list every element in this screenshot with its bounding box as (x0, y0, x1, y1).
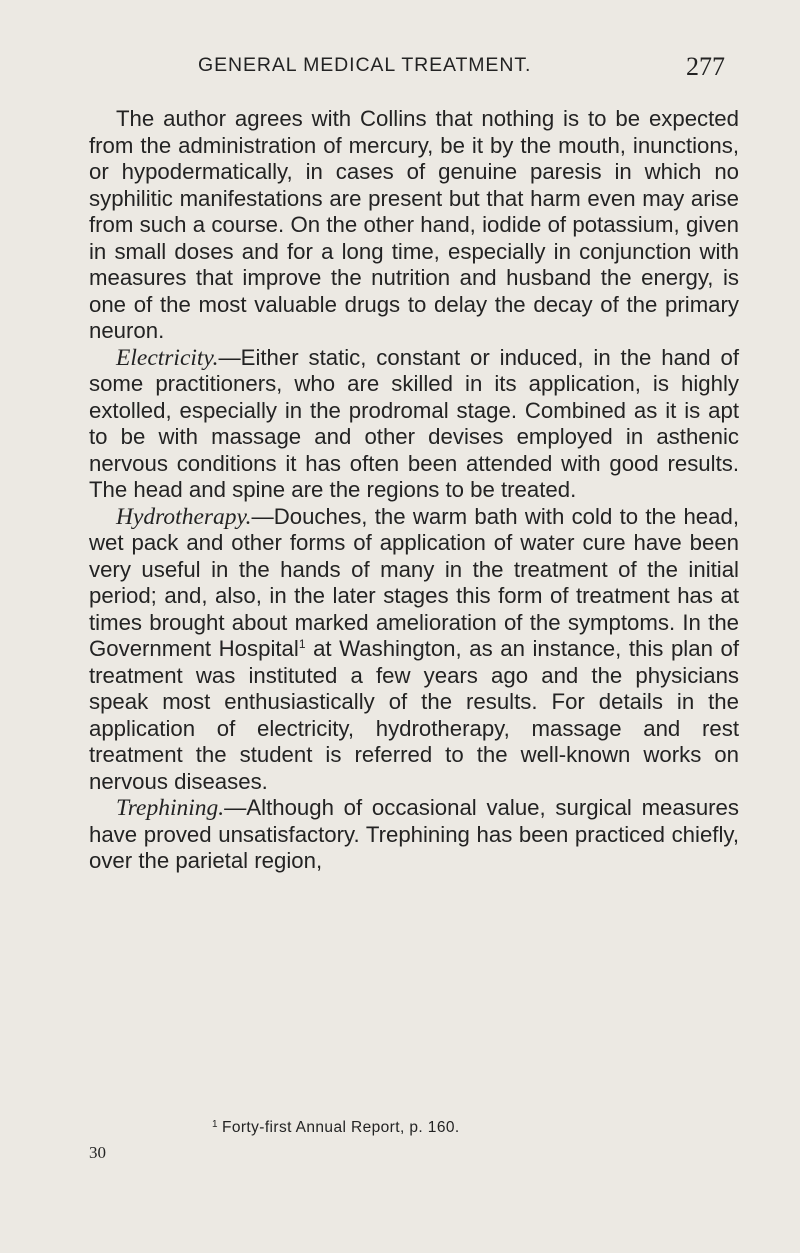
paragraph-hydrotherapy (89, 504, 739, 796)
section-heading-hydrotherapy: Hydrotherapy. (116, 503, 252, 530)
body-text (89, 106, 739, 875)
footnote (212, 1119, 460, 1137)
paragraph-electricity (89, 345, 739, 504)
paragraph-text: —Douches, the warm bath with cold to the head, wet pack and other forms of application of water cure have been very useful in the hands of many in the treatment of the initial period; and, also, in the later stages this form of treatment has at times brought about marked amelioration of the symptoms. In the Government Hospital (89, 503, 739, 661)
paragraph-text: at Washington, as an instance, this plan of treatment was instituted a few years ago and the physicians speak most enthusiastically of the results. For details in the application of electricity, hydrotherapy, massage and rest treatment the student is referred to the well-known works on nervous diseases. (89, 636, 739, 794)
paragraph-text: —Although of occasional value, surgical measures have proved unsatisfactory. Trephining has been practiced chiefly, over the parietal region, (89, 795, 739, 873)
page-number: 277 (686, 52, 725, 81)
section-heading-electricity: Electricity. (116, 344, 219, 371)
paragraph-collins (89, 106, 739, 345)
footnote-mark: 1 (212, 1119, 218, 1130)
footnote-reference: 1 (298, 637, 306, 651)
paragraph-text: The author agrees with Collins that nothing is to be expected from the administration of mercury, be it by the mouth, inunctions, or hypodermatically, in cases of genuine paresis in which no syphilitic manifestations are present but that harm even may arise from such a course. On the other hand, iodide of potassium, given in small doses and for a long time, especially in conjunction with measures that improve the nutrition and husband the energy, is one of the most valuable drugs to delay the decay of the primary neuron. (89, 106, 739, 343)
section-heading-trephining: Trephining. (116, 795, 225, 821)
footnote-text: Forty-first Annual Report, p. 160. (221, 1119, 460, 1136)
running-head: GENERAL MEDICAL TREATMENT. (198, 54, 532, 76)
signature-mark: 30 (89, 1143, 106, 1162)
paragraph-trephining (89, 795, 739, 875)
paragraph-text: —Either static, constant or induced, in the hand of some practitioners, who are skilled in its application, is highly extolled, especially in the prodromal stage. Combined as it is apt to be with massage and other devises employed in asthenic nervous conditions it has often been attended with good results. The head and spine are the regions to be treated. (89, 344, 739, 502)
